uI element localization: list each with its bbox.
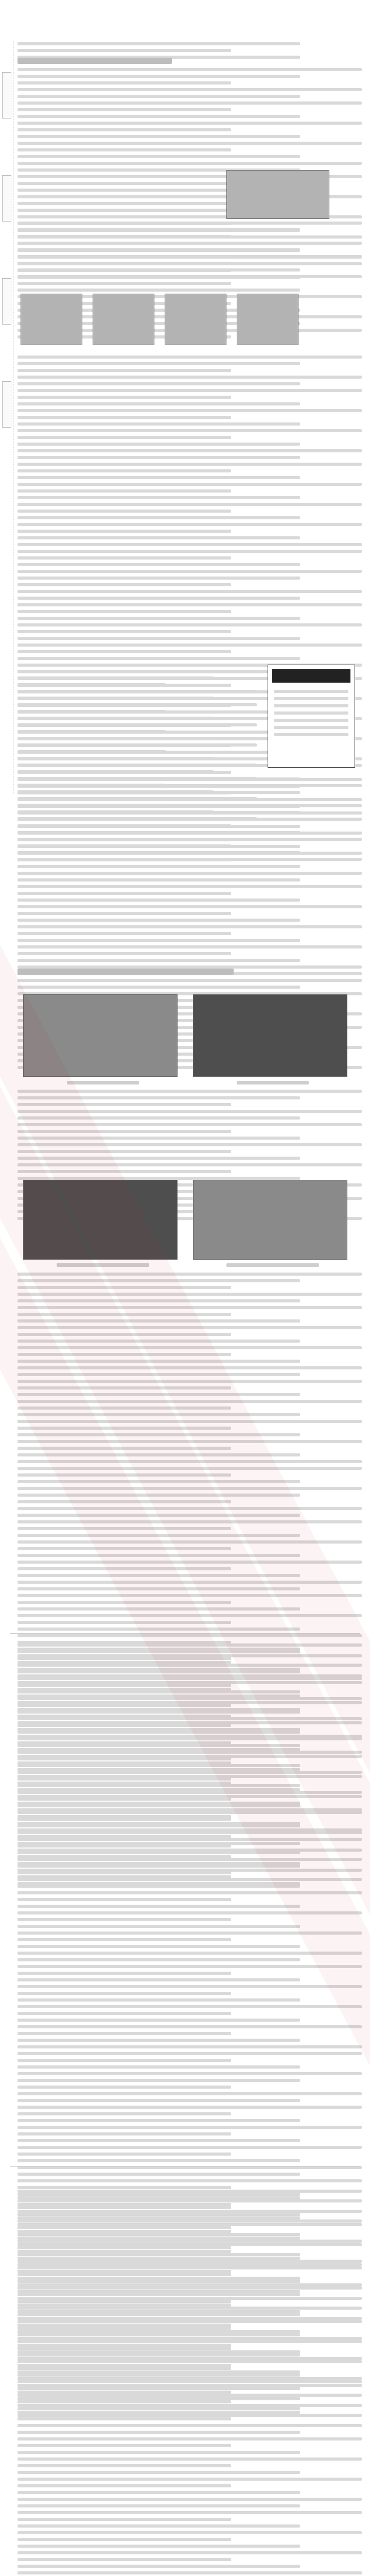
answer-section-title: [0, 2174, 370, 2183]
figure-2: [193, 994, 347, 1077]
cartoon-panel-2: [93, 294, 154, 345]
name-field[interactable]: [2, 278, 11, 325]
figure-3: [23, 1180, 178, 1260]
answer-key: [17, 2190, 362, 2576]
info-box-banner: [272, 669, 350, 683]
binding-strip: [0, 41, 13, 793]
figure-1-caption: [67, 1081, 139, 1084]
exam-meta: [10, 29, 360, 37]
info-box: [268, 665, 355, 768]
cartoon-panel-3: [165, 294, 226, 345]
figure-4-caption: [226, 1263, 319, 1267]
class-field[interactable]: [2, 175, 11, 222]
question-illustration: [226, 170, 329, 219]
figure-1: [23, 994, 178, 1077]
student-id-field[interactable]: [2, 381, 11, 428]
cartoon-panel-1: [21, 294, 82, 345]
figure-2-caption: [237, 1081, 309, 1084]
figure-3-caption: [57, 1263, 149, 1267]
page-title: [10, 12, 360, 26]
material-intro: [17, 979, 362, 992]
school-field[interactable]: [2, 72, 11, 118]
section-two-heading: [17, 969, 234, 975]
figure-4: [193, 1180, 347, 1260]
section-one-heading: [17, 58, 172, 64]
cartoon-panel-4: [237, 294, 298, 345]
